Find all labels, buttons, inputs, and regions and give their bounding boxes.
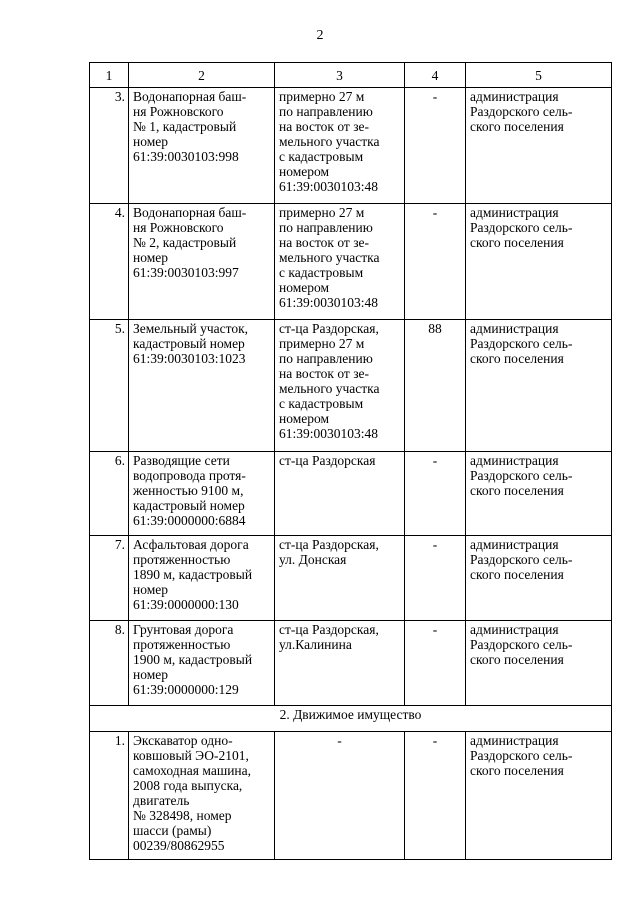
table-row (90, 732, 612, 860)
table-row (90, 452, 612, 536)
property-location: ст-ца Раздорская, примерно 27 м по направлению на восток от зе- мельного участка с кадастровым номером 61:39:0030103:48 (275, 320, 405, 452)
property-location: ст-ца Раздорская (275, 452, 405, 536)
header-col-2: 2 (129, 63, 275, 88)
property-location: примерно 27 м по направлению на восток от зе- мельного участка с кадастровым номером 61:39:0030103:48 (275, 88, 405, 204)
table-row (90, 621, 612, 706)
property-location: ст-ца Раздорская, ул. Донская (275, 536, 405, 621)
table-header-row (90, 63, 612, 88)
property-value: - (405, 88, 466, 204)
table-row (90, 88, 612, 204)
row-number: 4. (90, 204, 129, 320)
row-number: 7. (90, 536, 129, 621)
table-row (90, 536, 612, 621)
header-col-3: 3 (275, 63, 405, 88)
row-number: 3. (90, 88, 129, 204)
property-table (89, 62, 612, 860)
header-col-4: 4 (405, 63, 466, 88)
row-number: 1. (90, 732, 129, 860)
property-location: ст-ца Раздорская, ул.Калинина (275, 621, 405, 706)
property-holder: администрация Раздорского сель- ского поселения (466, 536, 612, 621)
property-value: - (405, 536, 466, 621)
property-holder: администрация Раздорского сель- ского поселения (466, 732, 612, 860)
property-value: 88 (405, 320, 466, 452)
property-name: Земельный участок, кадастровый номер 61:39:0030103:1023 (129, 320, 275, 452)
property-name: Водонапорная баш- ня Рожновского № 1, кадастровый номер 61:39:0030103:998 (129, 88, 275, 204)
property-name: Разводящие сети водопровода протя- женностью 9100 м, кадастровый номер 61:39:0000000:6884 (129, 452, 275, 536)
row-number: 8. (90, 621, 129, 706)
table-row (90, 320, 612, 452)
property-holder: администрация Раздорского сель- ского поселения (466, 621, 612, 706)
property-name: Грунтовая дорога протяженностью 1900 м, кадастровый номер 61:39:0000000:129 (129, 621, 275, 706)
property-location: примерно 27 м по направлению на восток от зе- мельного участка с кадастровым номером 61:39:0030103:48 (275, 204, 405, 320)
row-number: 6. (90, 452, 129, 536)
table-row (90, 204, 612, 320)
property-location: - (275, 732, 405, 860)
property-value: - (405, 204, 466, 320)
section-title: 2. Движимое имущество (90, 706, 612, 732)
property-holder: администрация Раздорского сель- ского поселения (466, 204, 612, 320)
header-col-5: 5 (466, 63, 612, 88)
property-value: - (405, 732, 466, 860)
property-name: Водонапорная баш- ня Рожновского № 2, кадастровый номер 61:39:0030103:997 (129, 204, 275, 320)
property-value: - (405, 621, 466, 706)
section-header-row (90, 706, 612, 732)
row-number: 5. (90, 320, 129, 452)
header-col-1: 1 (90, 63, 129, 88)
property-value: - (405, 452, 466, 536)
property-name: Экскаватор одно- ковшовый ЭО-2101, самоходная машина, 2008 года выпуска, двигатель № 328498, номер шасси (рамы) 00239/80862955 (129, 732, 275, 860)
property-holder: администрация Раздорского сель- ского поселения (466, 452, 612, 536)
property-holder: администрация Раздорского сель- ского поселения (466, 320, 612, 452)
property-holder: администрация Раздорского сель- ского поселения (466, 88, 612, 204)
property-name: Асфальтовая дорога протяженностью 1890 м, кадастровый номер 61:39:0000000:130 (129, 536, 275, 621)
page-number: 2 (316, 28, 324, 43)
